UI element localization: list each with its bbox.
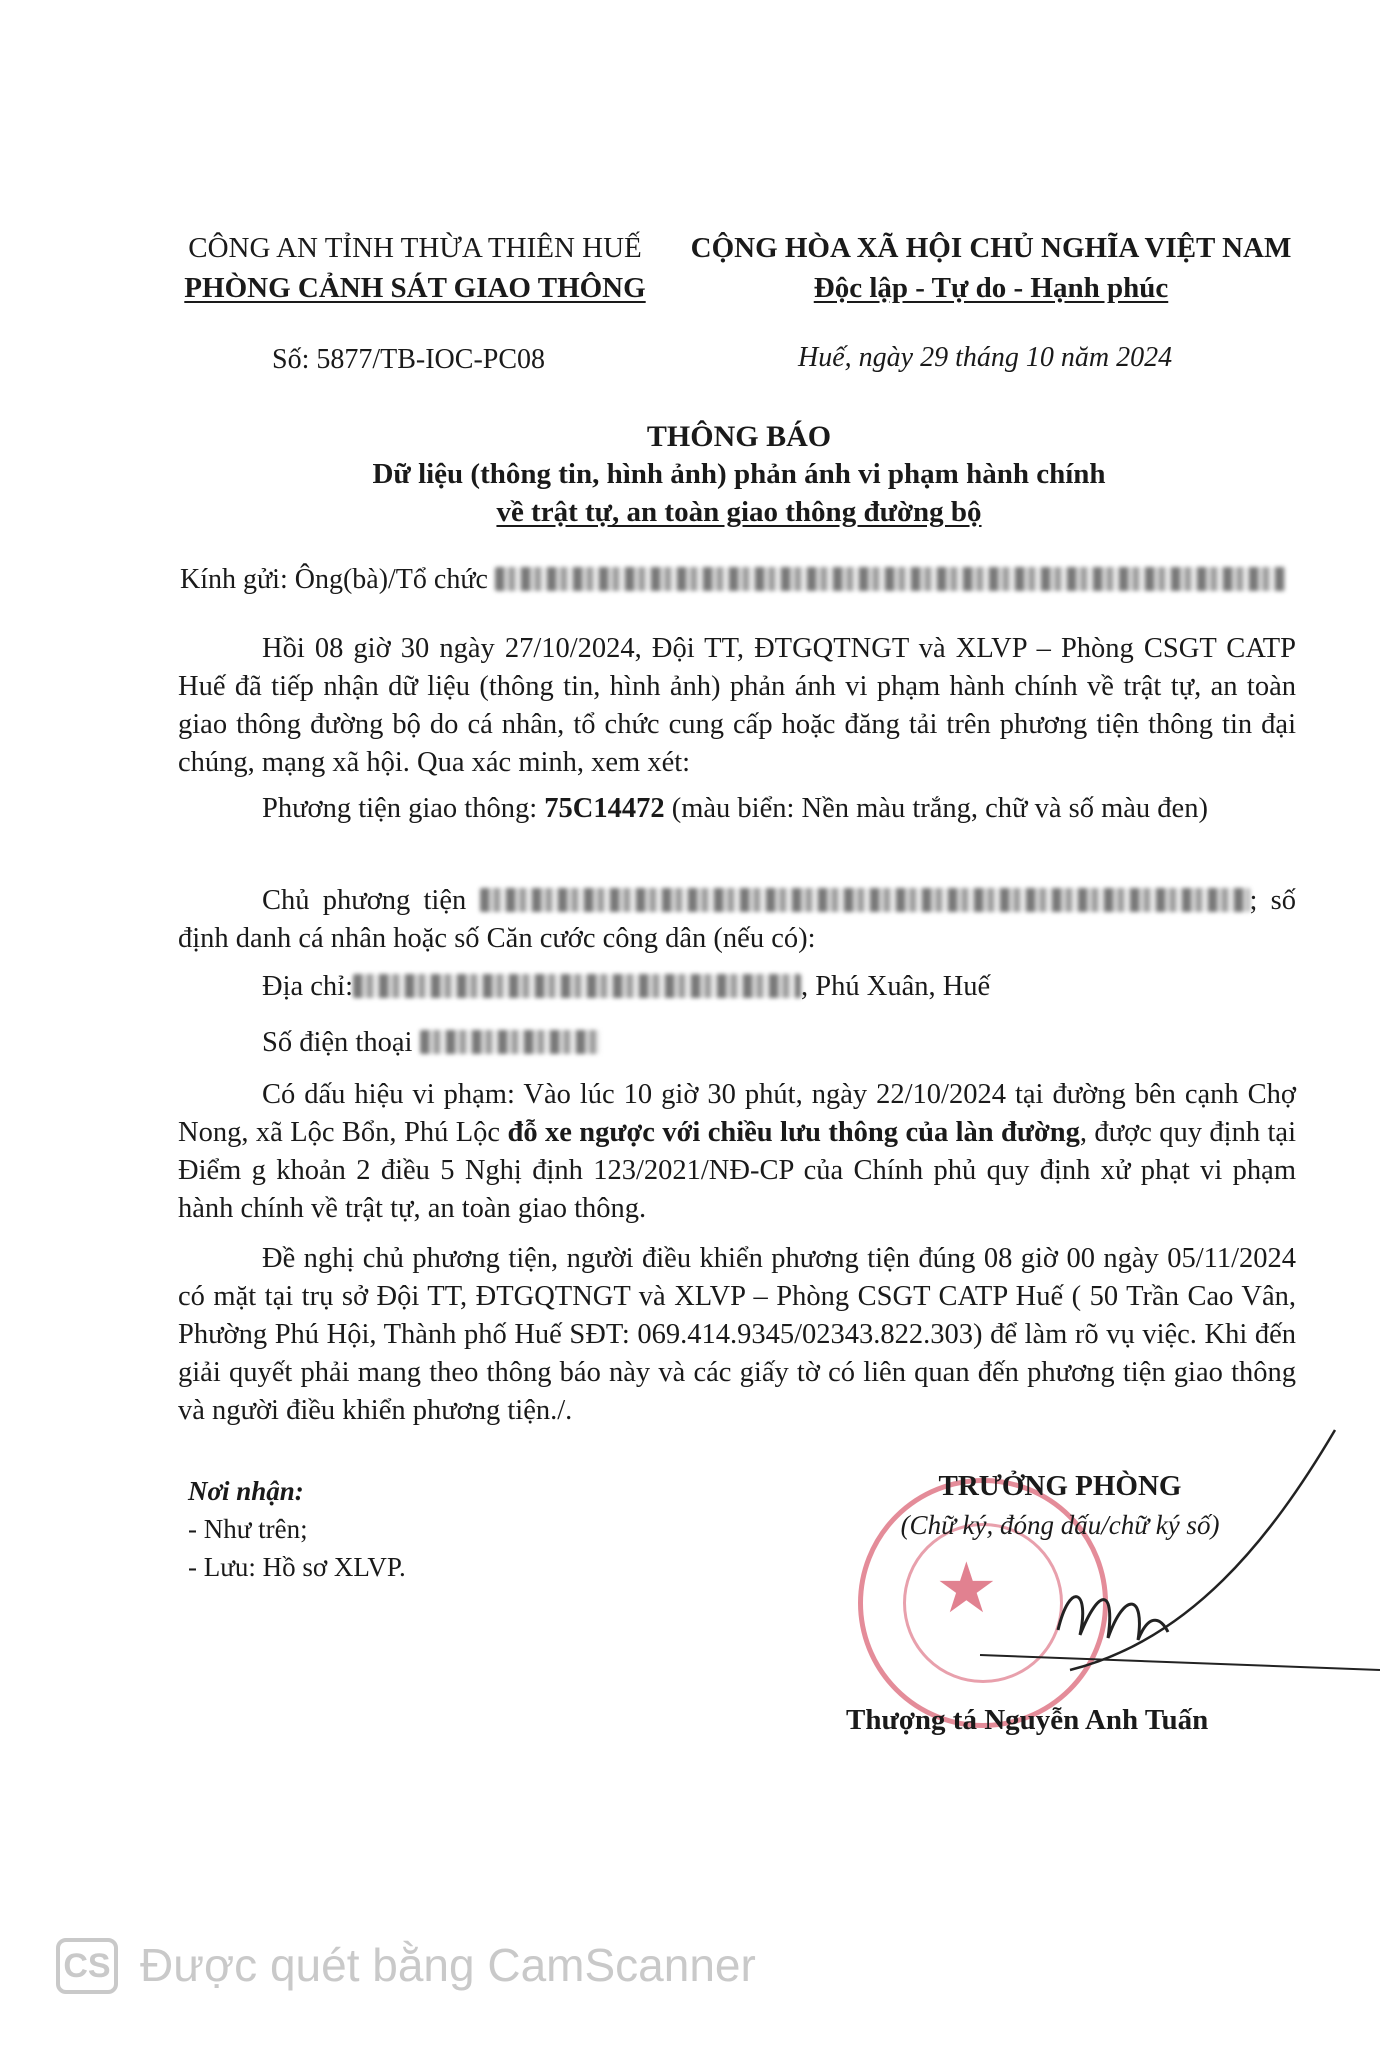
issuer-department: PHÒNG CẢNH SÁT GIAO THÔNG (184, 272, 646, 304)
address-line: Địa chỉ: , Phú Xuân, Huế (262, 971, 991, 1002)
document-subtitle-1: Dữ liệu (thông tin, hình ảnh) phản ánh vi phạm hành chính (372, 458, 1106, 490)
signer-title: TRƯỞNG PHÒNG (938, 1470, 1182, 1502)
violation-paragraph: Có dấu hiệu vi phạm: Vào lúc 10 giờ 30 phút, ngày 22/10/2024 tại đường bên cạnh Chợ Nong, xã Lộc Bổn, Phú Lộc đỗ xe ngược với chiều lưu thông của làn đường, được quy định tại Điểm g khoản 2 điều 5 Nghị định 123/2021/NĐ-CP của Chính phủ quy định xử phạt vi phạm hành chính về trật tự, an toàn giao thông. (178, 1079, 1297, 1224)
recipient-item-2: - Lưu: Hồ sơ XLVP. (188, 1552, 406, 1582)
star-icon: ★ (935, 1551, 998, 1628)
document-subtitle-2: về trật tự, an toàn giao thông đường bộ (496, 496, 982, 528)
document-number: Số: 5877/TB-IOC-PC08 (272, 344, 546, 375)
intro-paragraph: Hồi 08 giờ 30 ngày 27/10/2024, Đội TT, ĐTGQTNGT và XLVP – Phòng CSGT CATP Huế đã tiếp nhận dữ liệu (thông tin, hình ảnh) phản ánh vi phạm hành chính về trật tự, an toàn giao thông đường bộ do cá nhân, tổ chức cung cấp hoặc đăng tải trên phương tiện thông tin đại chúng, mạng xã hội. Qua xác minh, xem xét: (178, 633, 1296, 778)
handwritten-signature (940, 1420, 1380, 1680)
redacted-address (353, 974, 801, 998)
issuer-agency: CÔNG AN TỈNH THỪA THIÊN HUẾ (188, 232, 642, 264)
vehicle-paragraph: Phương tiện giao thông: 75C14472 (màu biển: Nền màu trắng, chữ và số màu đen) (262, 793, 1208, 824)
recipient-item-1: - Như trên; (188, 1514, 308, 1544)
recipient-line (180, 564, 1285, 596)
national-motto-block (676, 228, 1306, 308)
scanner-watermark: Được quét bằng CamScanner (140, 1939, 756, 1991)
national-title: CỘNG HÒA XÃ HỘI CHỦ NGHĨA VIỆT NAM (690, 232, 1292, 264)
recipient-label: Kính gửi: Ông(bà)/Tổ chức (180, 564, 488, 595)
owner-paragraph: Chủ phương tiện ; số định danh cá nhân hoặc số Căn cước công dân (nếu có): (178, 885, 1297, 954)
phone-line: Số điện thoại (178, 1024, 1296, 1062)
recipients-label: Nơi nhận: (188, 1476, 304, 1506)
national-motto: Độc lập - Tự do - Hạnh phúc (813, 272, 1169, 304)
signer-name: Thượng tá Nguyễn Anh Tuấn (846, 1704, 1209, 1736)
redacted-owner (480, 888, 1250, 912)
license-plate: 75C14472 (544, 793, 665, 824)
document-date: Huế, ngày 29 tháng 10 năm 2024 (798, 342, 1173, 373)
redacted-recipient (495, 567, 1285, 591)
violation-description: đỗ xe ngược với chiều lưu thông của làn đường (507, 1117, 1080, 1148)
request-paragraph: Đề nghị chủ phương tiện, người điều khiển phương tiện đúng 08 giờ 00 ngày 05/11/2024 có mặt tại trụ sở Đội TT, ĐTGQTNGT và XLVP – Phòng CSGT CATP Huế ( 50 Trần Cao Vân, Phường Phú Hội, Thành phố Huế SĐT: 069.414.9345/02343.822.303) để làm rõ vụ việc. Khi đến giải quyết phải mang theo thông báo này và các giấy tờ có liên quan đến phương tiện giao thông và người điều khiển phương tiện./. (178, 1243, 1296, 1426)
camscanner-logo: CS (56, 1938, 118, 1994)
document-title: THÔNG BÁO (646, 420, 832, 453)
signer-note: (Chữ ký, đóng dấu/chữ ký số) (900, 1510, 1220, 1540)
issuer-block (180, 228, 650, 308)
redacted-phone (420, 1030, 600, 1054)
